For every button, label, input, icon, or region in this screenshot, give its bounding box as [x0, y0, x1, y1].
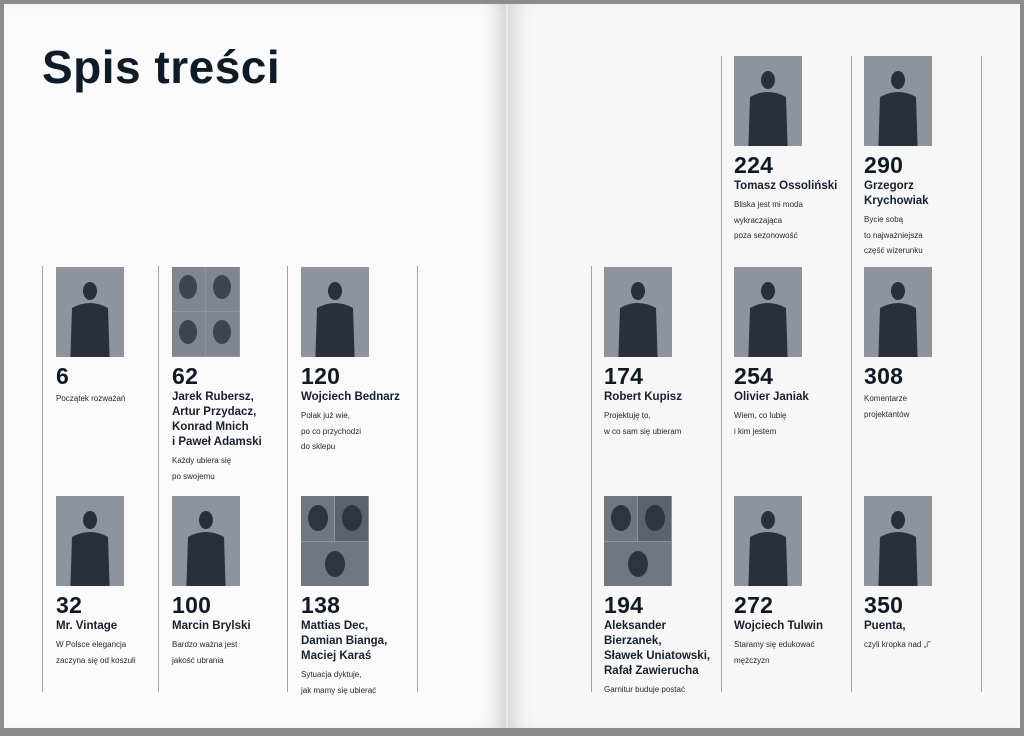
- page-number: 272: [734, 592, 774, 618]
- description-line: Projektuję to,: [604, 411, 651, 420]
- toc-entry[interactable]: [864, 267, 982, 422]
- article-author: [864, 179, 982, 209]
- description-line: Komentarze: [864, 394, 908, 403]
- description-line: Każdy ubiera się: [172, 456, 232, 465]
- article-author: [301, 390, 419, 405]
- article-author: [864, 619, 982, 634]
- portrait-photo: [864, 496, 932, 586]
- toc-entry[interactable]: [172, 267, 290, 484]
- description-line: zaczyna się od koszuli: [56, 655, 136, 665]
- description-line: mężczyzn: [734, 655, 770, 665]
- article-description: [734, 197, 852, 244]
- toc-entry[interactable]: [734, 56, 852, 244]
- article-description: [56, 391, 174, 407]
- description-line: czyli kropka nad „i”: [864, 640, 931, 649]
- article-author: [604, 619, 722, 679]
- author-line: Marcin Brylski: [172, 620, 251, 632]
- article-description: [734, 408, 852, 439]
- page-number: 194: [604, 592, 644, 618]
- description-line: jakość ubrania: [172, 655, 224, 665]
- author-line: i Paweł Adamski: [172, 436, 262, 448]
- column-divider: [42, 266, 43, 692]
- description-line: i kim jestem: [734, 426, 777, 436]
- article-author: [734, 619, 852, 634]
- toc-entry[interactable]: [56, 267, 174, 407]
- article-author: [56, 619, 174, 634]
- article-description: [172, 453, 290, 484]
- portrait-photo: [301, 267, 369, 357]
- description-line: część wizerunku: [864, 246, 923, 255]
- description-line: poza sezonowość: [734, 231, 798, 240]
- author-line: Krychowiak: [864, 195, 929, 207]
- author-line: Puenta,: [864, 620, 906, 632]
- description-line: Bycie sobą: [864, 215, 904, 224]
- column-divider: [591, 266, 592, 692]
- article-description: [301, 408, 419, 455]
- toc-entry[interactable]: [864, 496, 982, 653]
- portrait-photo: [56, 496, 124, 586]
- portrait-photo: [734, 496, 802, 586]
- article-description: [864, 391, 982, 422]
- author-line: Grzegorz: [864, 180, 914, 192]
- author-line: Tomasz Ossoliński: [734, 180, 838, 192]
- portrait-photo: [734, 56, 802, 146]
- page-title: Spis treści: [42, 41, 281, 93]
- portrait-photo: [301, 496, 369, 586]
- portrait-photo: [56, 267, 124, 357]
- page-number: 138: [301, 592, 341, 618]
- portrait-photo: [604, 267, 672, 357]
- description-line: Bliska jest mi moda: [734, 200, 803, 209]
- portrait-photo: [864, 267, 932, 357]
- description-line: do sklepu: [301, 442, 336, 451]
- article-description: [864, 637, 982, 653]
- description-line: Wiem, co lubię: [734, 411, 787, 420]
- article-description: [604, 408, 722, 439]
- page-number: 174: [604, 363, 644, 389]
- description-line: Staramy się edukować: [734, 640, 815, 649]
- author-line: Artur Przydacz,: [172, 406, 257, 418]
- page-number: 224: [734, 152, 774, 178]
- portrait-photo: [604, 496, 672, 586]
- author-line: Wojciech Tulwin: [734, 620, 824, 632]
- author-line: Robert Kupisz: [604, 391, 682, 403]
- toc-entry[interactable]: [56, 496, 174, 668]
- toc-entry[interactable]: [734, 267, 852, 439]
- author-line: Damian Bianga,: [301, 635, 388, 647]
- portrait-photo: [864, 56, 932, 146]
- description-line: Sytuacja dyktuje,: [301, 670, 362, 679]
- article-description: [864, 212, 982, 259]
- description-line: Bardzo ważna jest: [172, 640, 238, 649]
- description-line: po co przychodzi: [301, 426, 362, 436]
- author-line: Olivier Janiak: [734, 391, 809, 403]
- description-line: to najważniejsza: [864, 230, 923, 240]
- page-number: 350: [864, 592, 904, 618]
- toc-entry[interactable]: [734, 496, 852, 668]
- toc-entry[interactable]: [172, 496, 290, 668]
- page-number: 290: [864, 152, 904, 178]
- description-line: w co sam się ubieram: [604, 426, 682, 436]
- description-line: W Polsce elegancja: [56, 640, 127, 649]
- description-line: projektantów: [864, 409, 910, 419]
- toc-entry[interactable]: [604, 496, 722, 698]
- description-line: wykraczająca: [734, 215, 783, 225]
- author-line: Sławek Uniatowski,: [604, 650, 711, 662]
- description-line: Garnitur buduje postać: [604, 685, 685, 694]
- page-number: 62: [172, 363, 199, 389]
- page-number: 6: [56, 363, 70, 389]
- author-line: Mr. Vintage: [56, 620, 118, 632]
- author-line: Jarek Rubersz,: [172, 391, 254, 403]
- toc-entry[interactable]: [864, 56, 982, 259]
- author-line: Mattias Dec,: [301, 620, 369, 632]
- article-description: [172, 637, 290, 668]
- toc-entry[interactable]: [301, 496, 419, 698]
- page-number: 254: [734, 363, 774, 389]
- article-description: [301, 667, 419, 698]
- article-author: [734, 390, 852, 405]
- author-line: Wojciech Bednarz: [301, 391, 400, 403]
- portrait-photo: [734, 267, 802, 357]
- page-number: 308: [864, 363, 904, 389]
- page-number: 32: [56, 592, 83, 618]
- portrait-photo: [172, 496, 240, 586]
- author-line: Bierzanek,: [604, 635, 662, 647]
- article-description: [604, 682, 722, 698]
- article-author: [172, 619, 290, 634]
- author-line: Rafał Zawierucha: [604, 665, 699, 677]
- description-line: Polak już wie,: [301, 411, 350, 420]
- article-author: [301, 619, 419, 664]
- toc-entry[interactable]: [301, 267, 419, 455]
- toc-entry[interactable]: [604, 267, 722, 439]
- article-description: [734, 637, 852, 668]
- description-line: jak mamy się ubierać: [301, 685, 377, 695]
- page-number: 100: [172, 592, 212, 618]
- article-author: [734, 179, 852, 194]
- article-author: [604, 390, 722, 405]
- portrait-photo: [172, 267, 240, 357]
- article-description: [56, 637, 174, 668]
- description-line: Początek rozważań: [56, 394, 126, 403]
- author-line: Konrad Mnich: [172, 421, 249, 433]
- author-line: Aleksander: [604, 620, 667, 632]
- article-author: [172, 390, 290, 450]
- description-line: po swojemu: [172, 471, 215, 481]
- author-line: Maciej Karaś: [301, 650, 372, 662]
- page-number: 120: [301, 363, 341, 389]
